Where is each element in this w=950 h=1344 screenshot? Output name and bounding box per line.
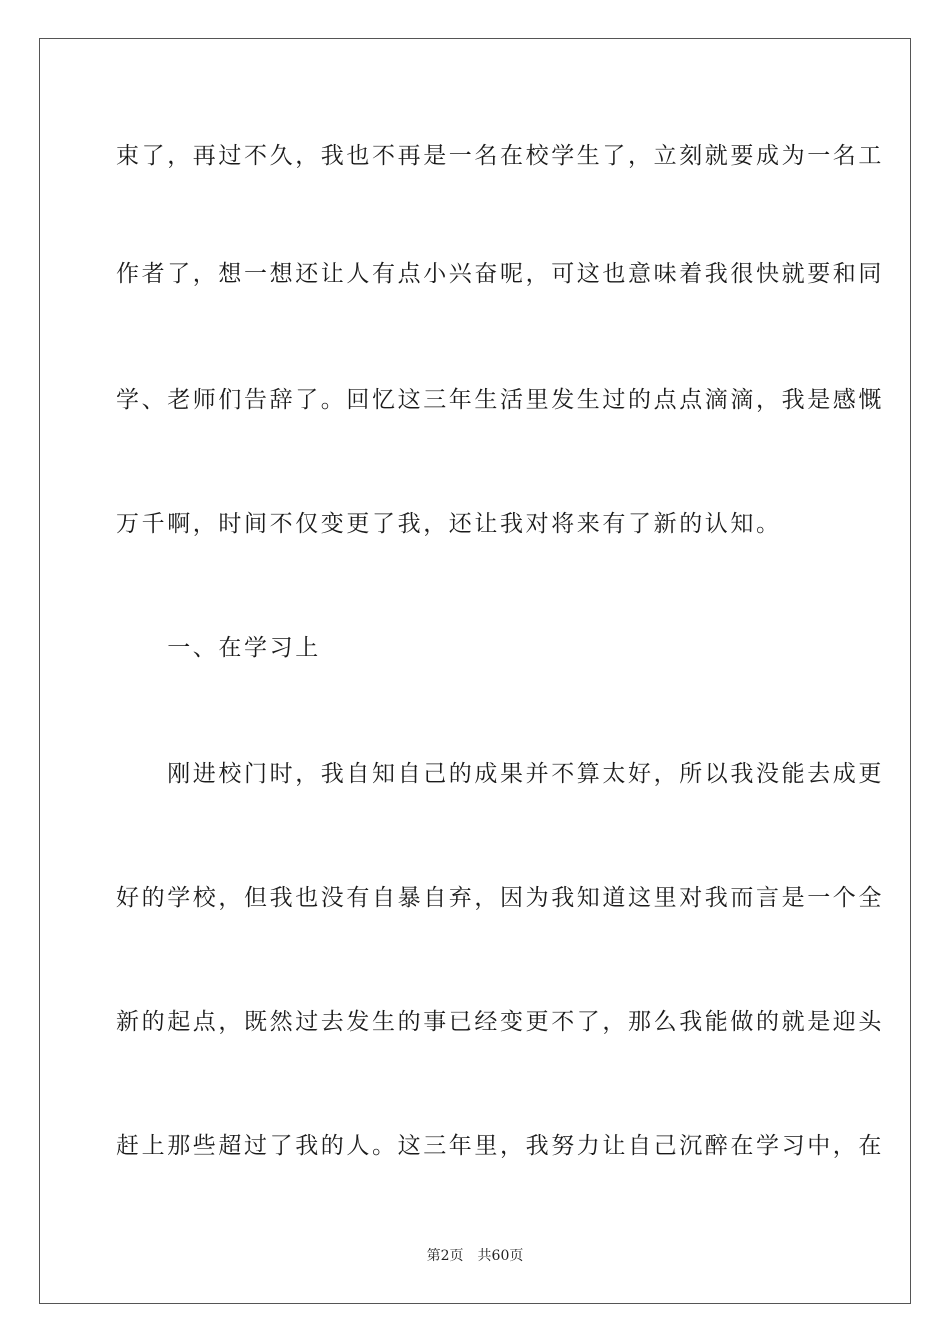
- body-line-8: 赶上那些超过了我的人。这三年里，我努力让自己沉醉在学习中，在: [116, 1133, 884, 1159]
- body-line-1: 束了，再过不久，我也不再是一名在校学生了，立刻就要成为一名工: [116, 143, 884, 169]
- section-heading: 一、在学习上: [116, 635, 321, 661]
- page-number: 第2页: [426, 1248, 464, 1264]
- body-line-7: 新的起点，既然过去发生的事已经变更不了，那么我能做的就是迎头: [116, 1009, 884, 1035]
- page-total: 共60页: [477, 1248, 524, 1264]
- body-line-2: 作者了，想一想还让人有点小兴奋呢，可这也意味着我很快就要和同: [116, 261, 884, 287]
- body-line-3: 学、老师们告辞了。回忆这三年生活里发生过的点点滴滴，我是感慨: [116, 387, 884, 413]
- body-line-5: 刚进校门时，我自知自己的成果并不算太好，所以我没能去成更: [116, 761, 884, 787]
- page-border: [39, 38, 911, 1304]
- body-line-6: 好的学校，但我也没有自暴自弃，因为我知道这里对我而言是一个全: [116, 885, 884, 911]
- body-line-4: 万千啊，时间不仅变更了我，还让我对将来有了新的认知。: [116, 511, 782, 537]
- page-footer: [0, 1247, 950, 1265]
